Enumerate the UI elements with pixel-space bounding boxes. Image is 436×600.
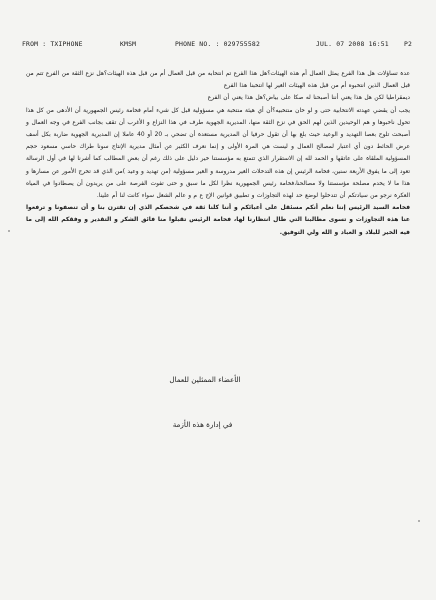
paragraph-3: يجب أن يقضي عهدته الانتخابية حتى و لو خان منتخبيه؟أن أي هيئة منتخبة هي مسؤولية قبل كل شيء أمام فخامة رئيس الجمهورية أن الأدهى من كل هذا تحول ناخبوها و هم الوحيدين الذين لهم الحق في نزع الثقة منها، المديرية الجهوية طرف في هذا النزاع و الأغرب أن تقف بجانب الفرع في وجه العمال و أصبحت تلوح بعصا التهديد و الوعيد حيث بلغ بها أن تقول حرفيا أن المديرية مستعدة أن تضحي بـ 20 أو 40 عاملا إن المديرية الجهوية ضاربة بكل أسف عرض الحائط دون أي اعتبار لمصالح العمال و ليست هي المرة الأولى و إنما نعرف الكثير عن أمثال مديرية الإنتاج سونا طراك حاسي مسعود حجم المسؤولية الملقاة على عاتقها و الحمد لله إن الاستقرار الذي تتمتع به مؤسستنا خير دليل على ذلك رغم أن بعض المطالب كما أشرنا لها في أول الرسالة تعود إلى ما يفوق الأربعة سنين، فخامة الرئيس إن هذه التدخلات الغير مدروسة و الغير مسؤولية (من تهديد و وعيد )من الذي قد تخرج الأمور عن مسارها و هذا ما لا يخدم مصلحة مؤسستنا ولا مصالحنا،فخامة رئيس الجمهورية نظرا لكل ما سبق و حتى تفوت الفرصة على من يريدون أن يصطادوا في المياه العكرة نرجو من سيادتكم أن تتدخلوا لوضع حد لهذه التجاوزات و تطبيق قوانين الإج ع م و عالم الشغل سواء كانت لنا أم علينا.	[26, 107, 410, 200]
scan-speck	[418, 520, 420, 522]
fax-phone: PHONE NO. : 029755582	[175, 40, 260, 48]
fax-org: KMSM	[120, 40, 137, 48]
fax-date: JUL. 07 2008 16:51	[316, 40, 389, 48]
fax-header	[0, 0, 436, 48]
signature-line-1: الأعضاء الممثلين للعمال	[169, 375, 241, 384]
signature-line-2: في إدارة هذه الأزمة	[172, 420, 233, 429]
letter-body	[26, 68, 410, 239]
fax-from: FROM : TXIPHONE	[22, 40, 83, 48]
fax-page-number: P2	[404, 40, 413, 48]
paragraph-2: ديمقراطيا لكن هل هذا يعني أننا أصبحنا له صكا على بياض؟هل هذا يعني أن الفرع	[207, 95, 410, 102]
scan-speck	[8, 230, 10, 232]
paragraph-1: عدة تساؤلات هل هذا الفرع يمثل العمال أم هذه الهيئات؟هل هذا الفرع تم انتخابه من قبل العمال أم من قبل هذه الهيئات؟هل نزع الثقة من الفرع تتم من قبل العمال الذين انتخبوه أم من قبل هذه الهيئات الغير لها انتخبنا هذا الفرع	[26, 71, 410, 90]
paragraph-4: فخامة السيد الرئيس إننا نعلم أنكم مسئقل على أعبائكم و أننا كلنا ثقة في شخصكم الذي إن تقترن بنا و أن تنصفونا و ترفعوا عنا هذه التجاوزات و تسوى مطالبنا التي طال انتظارنا لها، فخامة الرئيس تقبلوا منا فائق الشكر و التقدير و وفقكم الله إلى ما فيه الخير للبلاد و العباد و الله ولي التوفيق.	[26, 204, 410, 236]
